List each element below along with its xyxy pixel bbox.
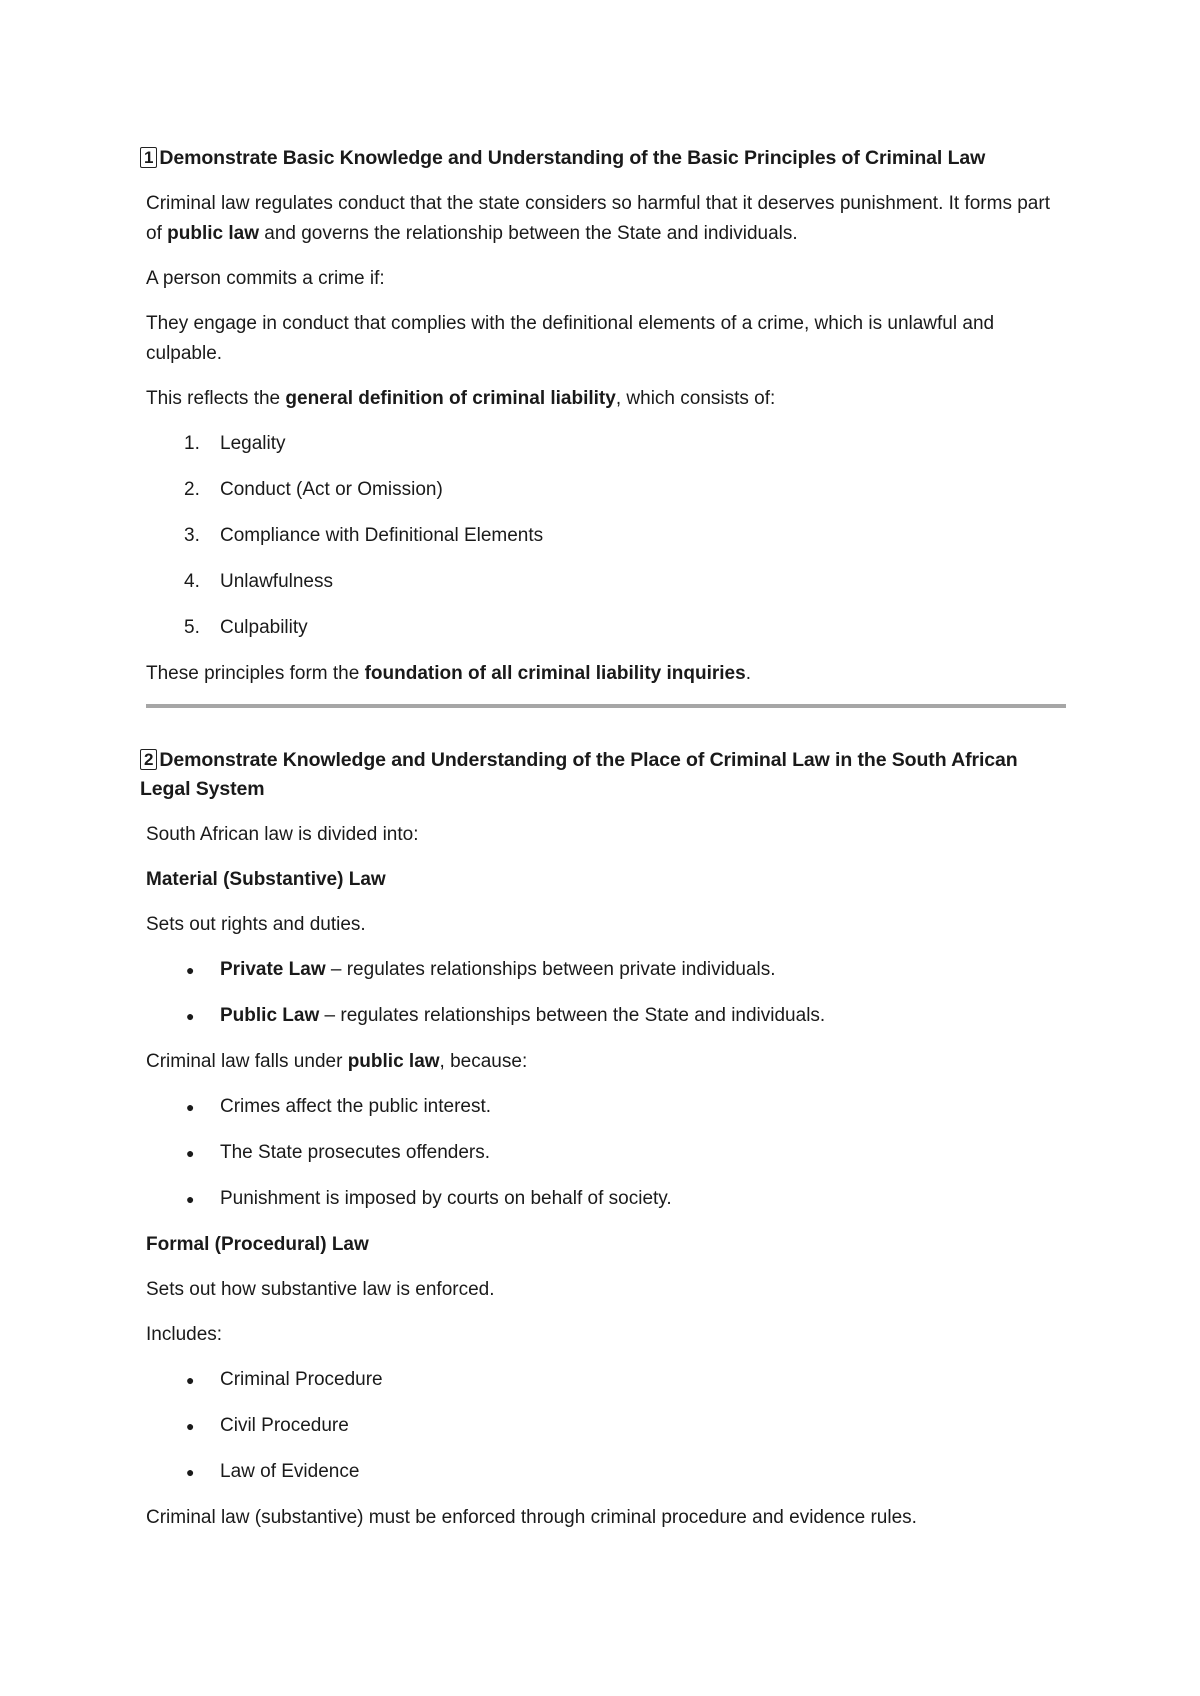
intro-text-end: and governs the relationship between the State and individuals. — [258, 223, 798, 244]
list-item-text: Culpability — [220, 617, 308, 638]
list-number: 3. — [184, 525, 200, 546]
list-item — [146, 955, 1066, 985]
list-item — [146, 1457, 1066, 1487]
section-2-title: Demonstrate Knowledge and Understanding of the Place of Criminal Law in the South African Legal System — [140, 749, 1018, 800]
list-item-text: Compliance with Definitional Elements — [220, 525, 544, 546]
list-item — [146, 1411, 1066, 1441]
closing-bold: foundation of all criminal liability inquiries — [364, 663, 746, 684]
closing-text-end: . — [745, 663, 751, 684]
commits-paragraph: A person commits a crime if: — [146, 268, 385, 289]
list-item-text: Crimes affect the public interest. — [220, 1096, 492, 1117]
list-item — [146, 429, 1066, 459]
list-item — [146, 1365, 1066, 1395]
falls-text-end: , because: — [439, 1051, 528, 1072]
material-law-subheading: Material (Substantive) Law — [146, 869, 386, 890]
bullet-icon: ● — [186, 1418, 195, 1434]
bullet-icon: ● — [186, 1464, 195, 1480]
bullet-icon: ● — [186, 1099, 195, 1115]
intro-text: Criminal law regulates conduct that the state considers so harmful that it deserves punishment. It forms part of — [146, 193, 1050, 244]
document-content — [140, 144, 1066, 1548]
divided-paragraph: South African law is divided into: — [146, 824, 419, 845]
intro-bold: public law — [167, 223, 259, 244]
list-item — [146, 521, 1066, 551]
section-1-heading — [140, 144, 1066, 173]
reasons-list — [146, 1092, 1066, 1214]
falls-text: Criminal law falls under — [146, 1051, 348, 1072]
formal-law-subheading: Formal (Procedural) Law — [146, 1234, 369, 1255]
falls-bold: public law — [347, 1051, 440, 1072]
private-law-label: Private Law — [220, 959, 326, 980]
bullet-icon: ● — [186, 962, 195, 978]
list-number: 5. — [184, 617, 200, 638]
procedures-list — [146, 1365, 1066, 1487]
public-law-text: – regulates relationships between the State and individuals. — [319, 1005, 826, 1026]
list-item — [146, 1138, 1066, 1168]
list-item-text: Civil Procedure — [220, 1415, 349, 1436]
reflects-paragraph — [146, 384, 1066, 414]
list-item-text: Legality — [220, 433, 286, 454]
private-law-text: – regulates relationships between private individuals. — [325, 959, 776, 980]
list-number: 1. — [184, 433, 200, 454]
list-item-text: Criminal Procedure — [220, 1369, 383, 1390]
list-item — [146, 567, 1066, 597]
intro-paragraph — [146, 189, 1066, 249]
material-law-description: Sets out rights and duties. — [146, 914, 366, 935]
final-paragraph: Criminal law (substantive) must be enforced through criminal procedure and evidence rules. — [146, 1507, 917, 1528]
horizontal-divider — [146, 704, 1066, 708]
section-2-heading — [140, 746, 1066, 804]
bullet-icon: ● — [186, 1372, 195, 1388]
section-number-badge: 2 — [140, 749, 157, 770]
reflects-bold: general definition of criminal liability — [285, 388, 616, 409]
bullet-icon: ● — [186, 1008, 195, 1024]
formal-law-description: Sets out how substantive law is enforced. — [146, 1279, 495, 1300]
list-number: 2. — [184, 479, 200, 500]
closing-text: These principles form the — [146, 663, 365, 684]
elements-list — [146, 429, 1066, 643]
list-item-text: Law of Evidence — [220, 1461, 360, 1482]
list-item-text: Conduct (Act or Omission) — [220, 479, 443, 500]
list-item-text: Unlawfulness — [220, 571, 333, 592]
closing-paragraph — [146, 659, 1066, 689]
definition-paragraph: They engage in conduct that complies with the definitional elements of a crime, which is unlawful and culpable. — [146, 313, 995, 364]
bullet-icon: ● — [186, 1191, 195, 1207]
section-number-badge: 1 — [140, 147, 157, 168]
public-law-label: Public Law — [220, 1005, 320, 1026]
law-branches-list — [146, 955, 1066, 1031]
includes-label: Includes: — [146, 1324, 223, 1345]
section-1-title: Demonstrate Basic Knowledge and Understanding of the Basic Principles of Criminal Law — [159, 147, 986, 169]
list-item — [146, 1092, 1066, 1122]
list-number: 4. — [184, 571, 200, 592]
list-item — [146, 475, 1066, 505]
falls-under-paragraph — [146, 1047, 1066, 1077]
reflects-text-end: , which consists of: — [615, 388, 776, 409]
list-item — [146, 1001, 1066, 1031]
list-item — [146, 1184, 1066, 1214]
list-item-text: Punishment is imposed by courts on behalf of society. — [220, 1188, 672, 1209]
reflects-text: This reflects the — [146, 388, 286, 409]
list-item-text: The State prosecutes offenders. — [220, 1142, 491, 1163]
bullet-icon: ● — [186, 1145, 195, 1161]
list-item — [146, 613, 1066, 643]
